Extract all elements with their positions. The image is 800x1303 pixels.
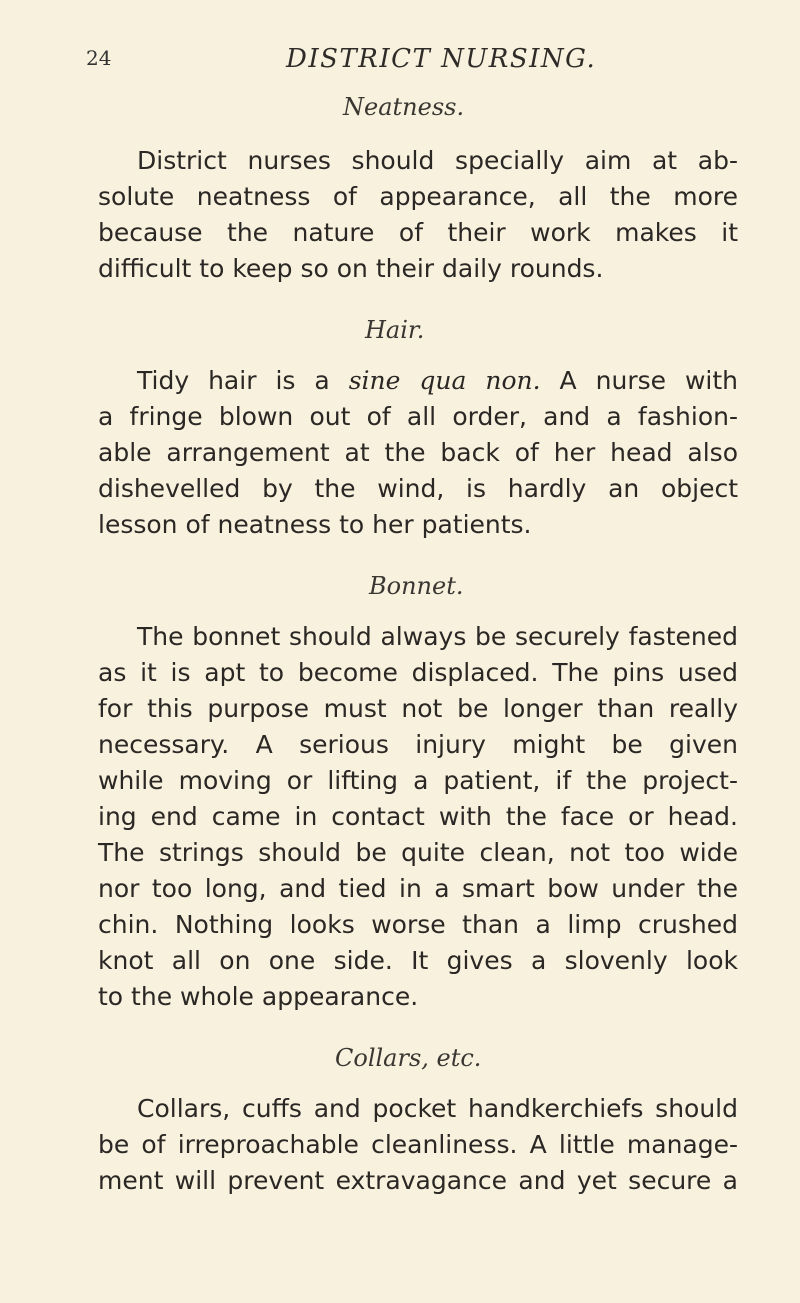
text-run: A nurse with	[540, 366, 739, 395]
paragraph-line: chin. Nothing looks worse than a limp crushed	[98, 910, 738, 939]
latin-phrase: sine qua non.	[348, 366, 541, 395]
paragraph-line: nor too long, and tied in a smart bow under the	[98, 874, 738, 903]
paragraph-line: The strings should be quite clean, not too wide	[98, 838, 738, 867]
paragraph-line: ing end came in contact with the face or head.	[98, 802, 738, 831]
paragraph-line: Collars, cuffs and pocket handkerchiefs should	[137, 1094, 738, 1123]
paragraph-line: while moving or lifting a patient, if the project-	[98, 766, 738, 795]
paragraph-line: to the whole appearance.	[98, 982, 419, 1011]
paragraph-line: lesson of neatness to her patients.	[98, 510, 532, 539]
page-number: 24	[86, 46, 112, 70]
paragraph-line: be of irreproachable cleanliness. A little manage-	[98, 1130, 738, 1159]
paragraph-line: solute neatness of appearance, all the more	[98, 182, 738, 211]
paragraph-line	[137, 364, 738, 398]
paragraph-line: dishevelled by the wind, is hardly an object	[98, 474, 738, 503]
paragraph-line: District nurses should specially aim at ab-	[137, 146, 738, 175]
paragraph-line: a fringe blown out of all order, and a fashion-	[98, 402, 738, 431]
paragraph-line: ment will prevent extravagance and yet secure a	[98, 1166, 738, 1195]
paragraph-line: because the nature of their work makes it	[98, 218, 738, 247]
paragraph-line: as it is apt to become displaced. The pins used	[98, 658, 738, 687]
paragraph-line: able arrangement at the back of her head also	[98, 438, 738, 467]
paragraph-line: difficult to keep so on their daily rounds.	[98, 254, 604, 283]
section-heading-hair: Hair.	[365, 316, 425, 344]
paragraph-line: for this purpose must not be longer than really	[98, 694, 738, 723]
paragraph-line: The bonnet should always be securely fastened	[137, 622, 738, 651]
text-run: Tidy hair is a	[137, 366, 349, 395]
section-heading-collars: Collars, etc.	[335, 1044, 482, 1072]
paragraph-line: necessary. A serious injury might be given	[98, 730, 738, 759]
section-heading-neatness: Neatness.	[343, 93, 465, 121]
paragraph-line: knot all on one side. It gives a slovenly look	[98, 946, 738, 975]
page-header	[0, 44, 800, 84]
running-head: DISTRICT NURSING.	[286, 44, 597, 74]
section-heading-bonnet: Bonnet.	[369, 572, 464, 600]
